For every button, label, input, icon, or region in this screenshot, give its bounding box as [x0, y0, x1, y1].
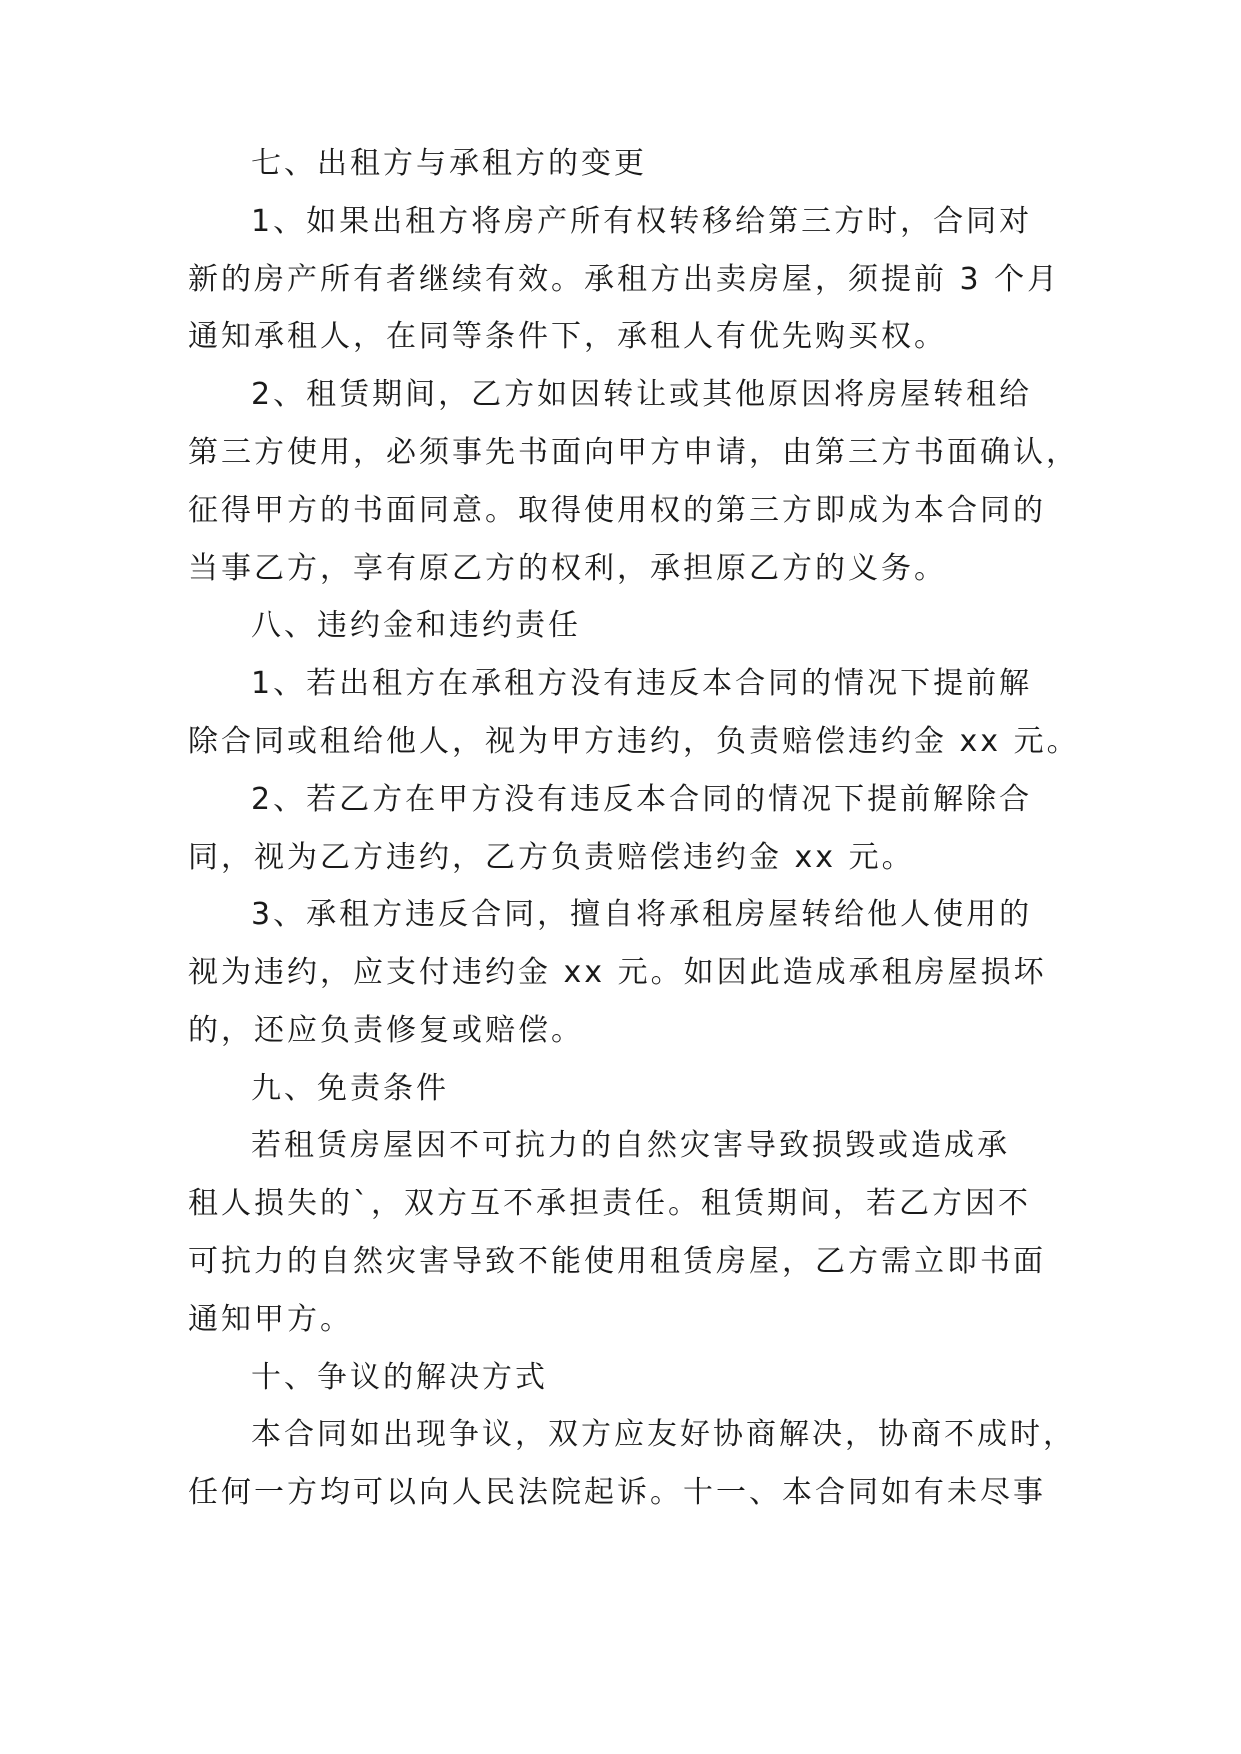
section-heading-9: 九、免责条件: [251, 1071, 449, 1106]
paragraph-line: 租人损失的`，双方互不承担责任。租赁期间，若乙方因不: [188, 1186, 1031, 1221]
paragraph-line: 新的房产所有者继续有效。承租方出卖房屋，须提前 3 个月: [188, 262, 1061, 297]
paragraph-line: 除合同或租给他人，视为甲方违约，负责赔偿违约金 xx 元。: [188, 724, 1080, 759]
paragraph-line: 征得甲方的书面同意。取得使用权的第三方即成为本合同的: [188, 493, 1046, 528]
paragraph-line: 2、租赁期间，乙方如因转让或其他原因将房屋转租给: [251, 377, 1033, 412]
paragraph-line: 本合同如出现争议，双方应友好协商解决，协商不成时，: [251, 1417, 1076, 1452]
section-heading-7: 七、出租方与承租方的变更: [251, 146, 647, 181]
paragraph-line: 3、承租方违反合同，擅自将承租房屋转给他人使用的: [251, 897, 1033, 932]
paragraph-line: 1、如果出租方将房产所有权转移给第三方时，合同对: [251, 204, 1033, 239]
paragraph-line: 第三方使用，必须事先书面向甲方申请，由第三方书面确认，: [188, 435, 1079, 470]
paragraph-line: 1、若出租方在承租方没有违反本合同的情况下提前解: [251, 666, 1033, 701]
paragraph-line: 视为违约，应支付违约金 xx 元。如因此造成承租房屋损坏: [188, 955, 1047, 990]
paragraph-line: 当事乙方，享有原乙方的权利，承担原乙方的义务。: [188, 551, 947, 586]
paragraph-line: 的，还应负责修复或赔偿。: [188, 1013, 584, 1048]
paragraph-line: 同，视为乙方违约，乙方负责赔偿违约金 xx 元。: [188, 840, 915, 875]
section-heading-10: 十、争议的解决方式: [251, 1360, 548, 1395]
section-heading-8: 八、违约金和违约责任: [251, 608, 581, 643]
paragraph-line: 任何一方均可以向人民法院起诉。十一、本合同如有未尽事: [188, 1475, 1046, 1510]
paragraph-line: 通知甲方。: [188, 1302, 353, 1337]
paragraph-line: 通知承租人，在同等条件下，承租人有优先购买权。: [188, 319, 947, 354]
paragraph-line: 2、若乙方在甲方没有违反本合同的情况下提前解除合: [251, 782, 1033, 817]
paragraph-line: 可抗力的自然灾害导致不能使用租赁房屋，乙方需立即书面: [188, 1244, 1046, 1279]
paragraph-line: 若租赁房屋因不可抗力的自然灾害导致损毁或造成承: [251, 1128, 1010, 1163]
